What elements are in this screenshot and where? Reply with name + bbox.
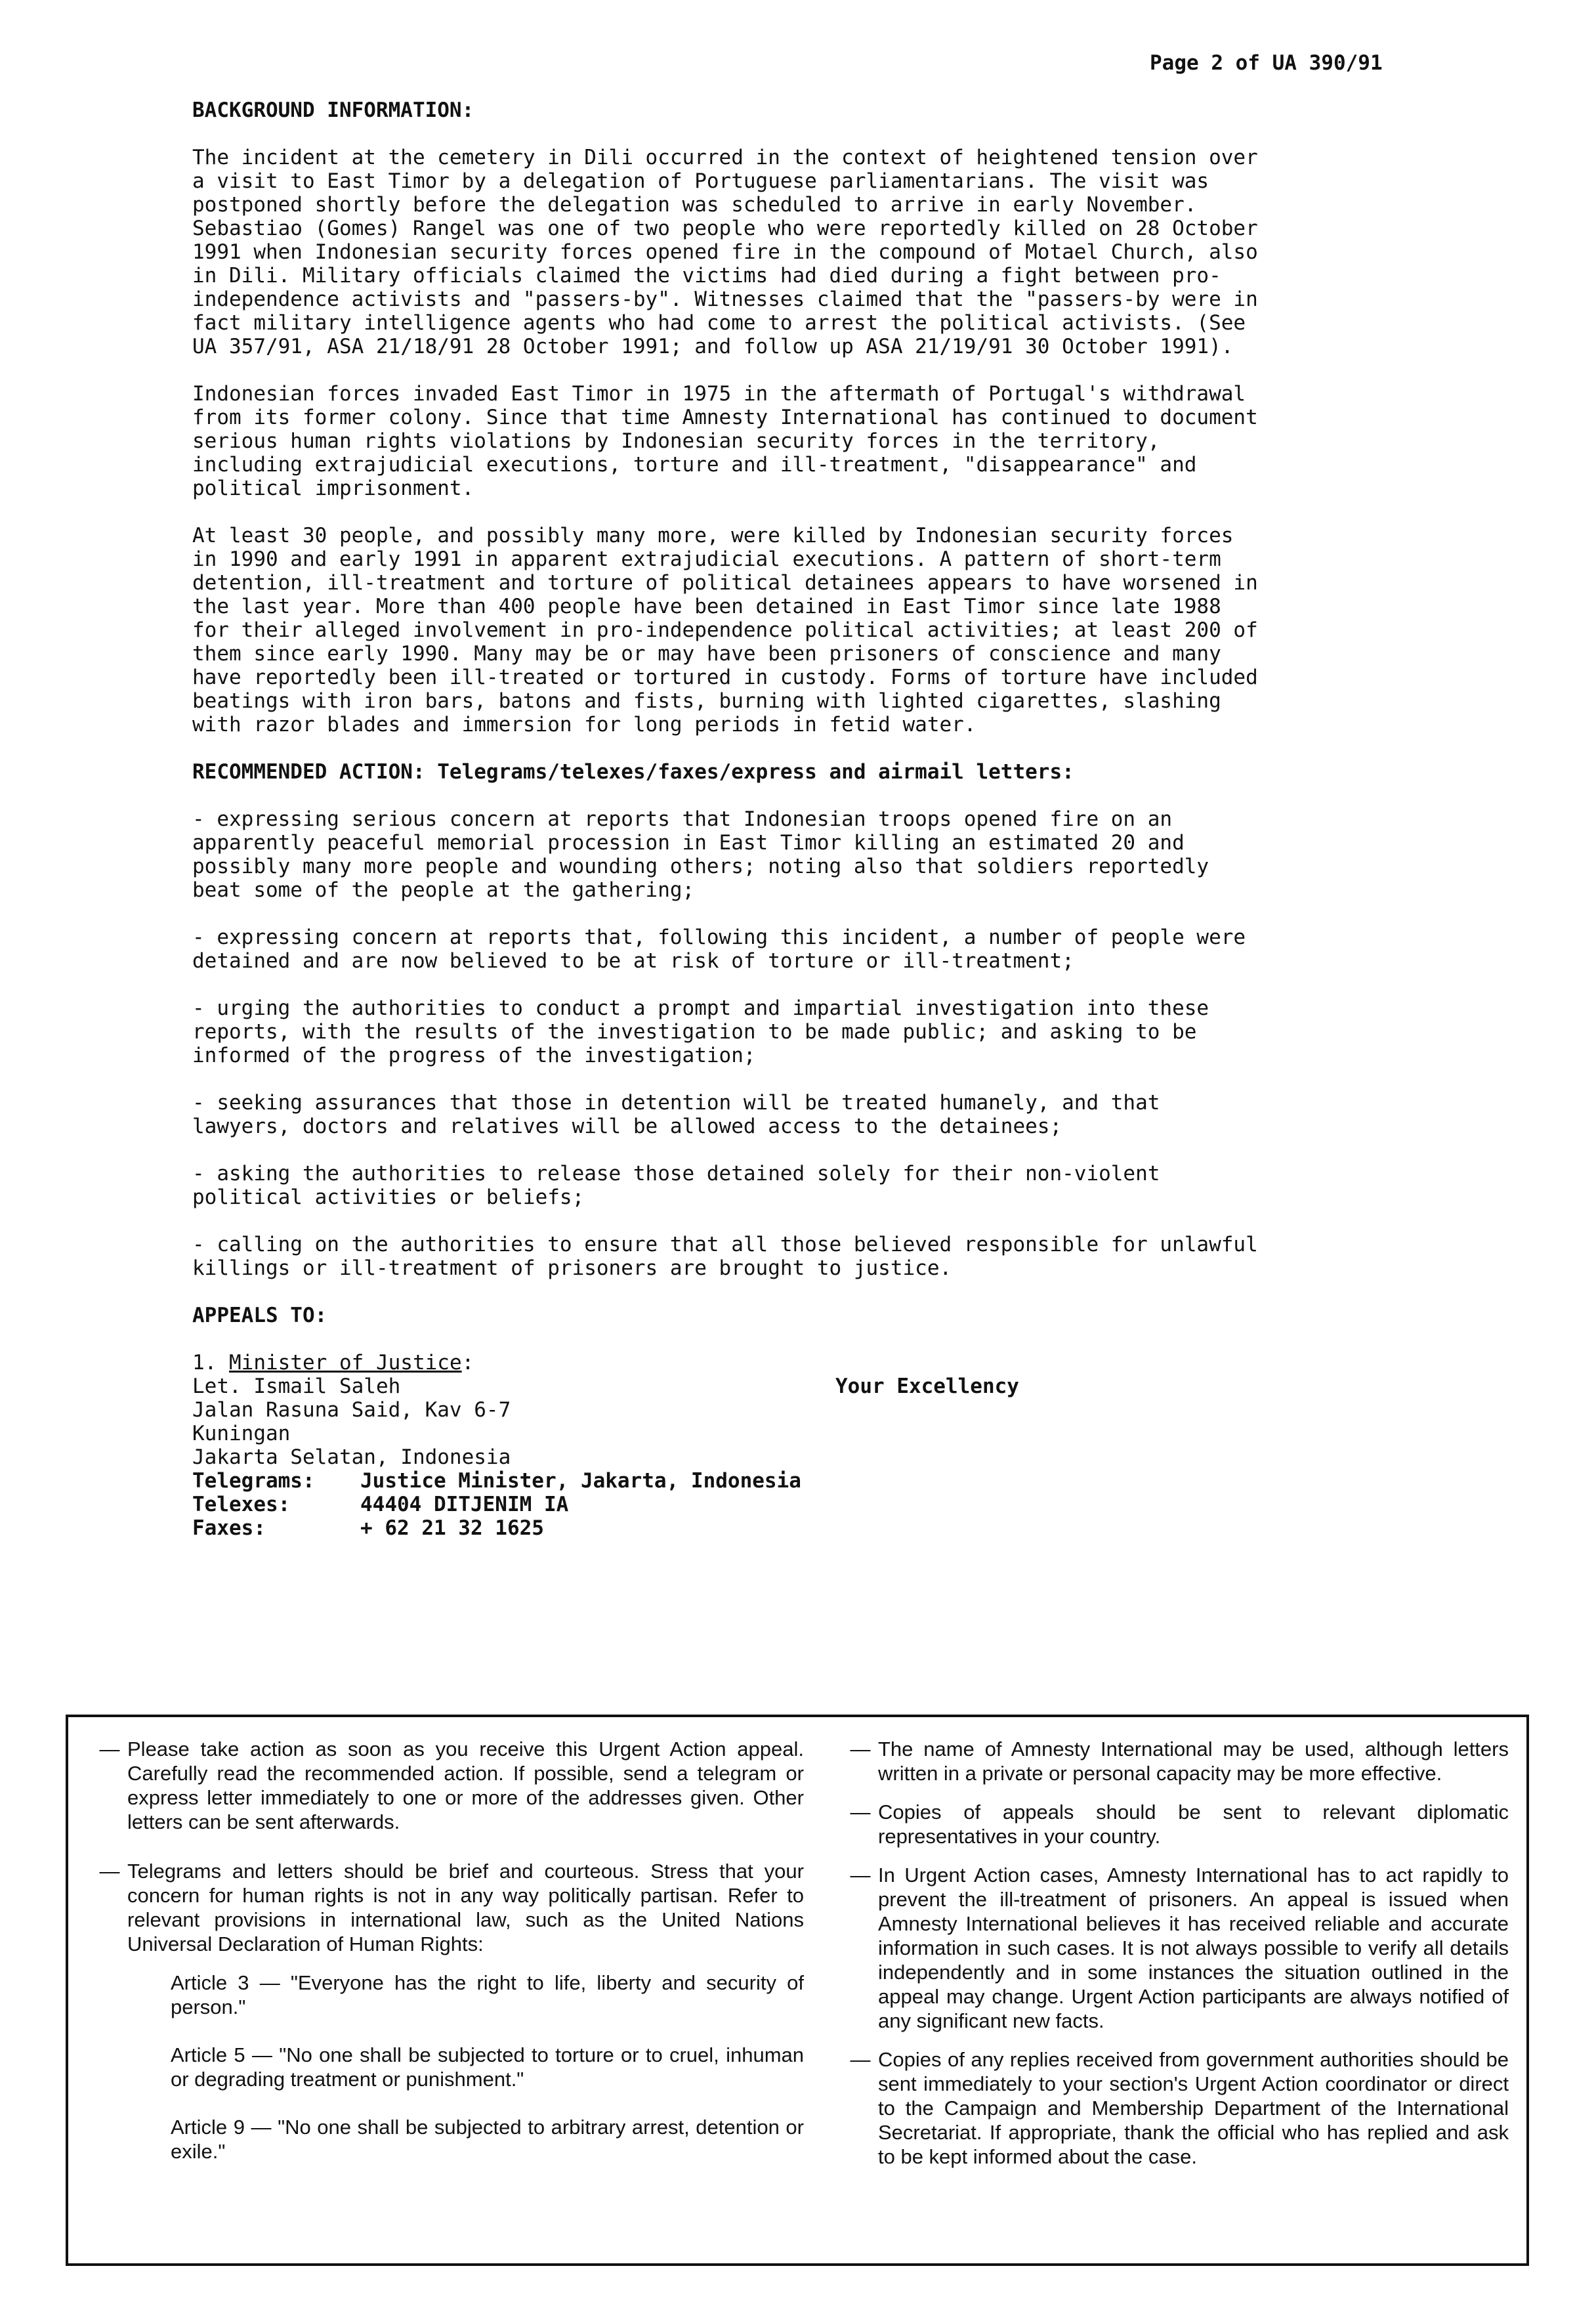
dash-marker: —	[850, 1801, 871, 1824]
recipient-title: Minister of Justice	[229, 1351, 462, 1375]
appeals-heading: APPEALS TO:	[192, 1304, 327, 1327]
text-line: possibly many more people and wounding others; noting also that soldiers reportedly	[192, 855, 1209, 878]
recommended-action-item	[192, 926, 1426, 973]
text-line: 1991 when Indonesian security forces opened fire in the compound of Motael Church, also	[192, 240, 1258, 264]
text-line: including extrajudicial executions, torture and ill-treatment, "disappearance" and	[192, 453, 1197, 477]
background-paragraph	[192, 524, 1426, 736]
address-line: Jakarta Selatan, Indonesia	[192, 1445, 511, 1469]
guideline-item	[843, 2047, 1509, 2169]
page-reference: Page 2 of UA 390/91	[1150, 51, 1383, 75]
guideline-text: Please take action as soon as you receive this Urgent Action appeal. Carefully read the recommended action. If possible, send a telegram or express letter immediately to one or more of the addresses given. Other letters can be sent afterwards.	[127, 1738, 804, 1833]
appeal-address-block	[192, 1351, 1426, 1540]
text-line: At least 30 people, and possibly many more, were killed by Indonesian security forces	[192, 524, 1234, 547]
text-line: UA 357/91, ASA 21/18/91 28 October 1991; and follow up ASA 21/19/91 30 October 1991).	[192, 335, 1234, 358]
contact-label: Faxes:	[192, 1516, 266, 1540]
guidelines-right-column	[843, 1737, 1509, 2183]
dash-marker: —	[850, 2048, 871, 2071]
contact-value: + 62 21 32 1625	[360, 1516, 544, 1540]
recommended-action-item	[192, 807, 1426, 902]
text-line: from its former colony. Since that time Amnesty International has continued to document	[192, 406, 1258, 429]
recipient-title-line	[192, 1351, 1426, 1375]
urgent-action-guidelines-box	[66, 1715, 1529, 2266]
guideline-item	[843, 1863, 1509, 2033]
dash-marker: —	[99, 1738, 120, 1760]
text-line: reports, with the results of the investigation to be made public; and asking to be	[192, 1020, 1197, 1044]
guideline-text: The name of Amnesty International may be used, although letters written in a private or personal capacity may be more effective.	[878, 1738, 1509, 1785]
salutation: Your Excellency	[835, 1375, 1019, 1398]
recommended-action-item	[192, 1091, 1426, 1138]
background-paragraph	[192, 382, 1426, 500]
dash-marker: —	[850, 1864, 871, 1887]
text-line: Indonesian forces invaded East Timor in 1975 in the aftermath of Portugal's withdrawal	[192, 382, 1246, 406]
text-line: political imprisonment.	[192, 477, 474, 500]
text-line: with razor blades and immersion for long periods in fetid water.	[192, 713, 976, 736]
text-line: - expressing serious concern at reports that Indonesian troops opened fire on an	[192, 807, 1173, 831]
contact-row	[192, 1469, 1426, 1493]
document-body	[192, 98, 1426, 1540]
recipient-address	[192, 1375, 1426, 1469]
text-line: beatings with iron bars, batons and fists, burning with lighted cigarettes, slashing	[192, 689, 1221, 713]
text-line: apparently peaceful memorial procession in East Timor killing an estimated 20 and	[192, 831, 1185, 855]
guideline-item	[92, 1737, 804, 1834]
guidelines-left-column	[92, 1737, 804, 2187]
text-line: informed of the progress of the investigation;	[192, 1044, 756, 1067]
text-line: independence activists and "passers-by". Witnesses claimed that the "passers-by were in	[192, 288, 1258, 311]
recommended-action-item	[192, 1162, 1426, 1209]
text-line: Sebastiao (Gomes) Rangel was one of two people who were reportedly killed on 28 October	[192, 217, 1258, 240]
background-paragraph	[192, 146, 1426, 358]
address-line: Let. Ismail Saleh	[192, 1375, 401, 1398]
text-line: serious human rights violations by Indonesian security forces in the territory,	[192, 429, 1160, 453]
text-line: killings or ill-treatment of prisoners are brought to justice.	[192, 1256, 952, 1280]
guideline-item	[92, 1859, 804, 1956]
text-line: for their alleged involvement in pro-independence political activities; at least 200 of	[192, 618, 1258, 642]
text-line: beat some of the people at the gathering;	[192, 878, 695, 902]
guideline-text: In Urgent Action cases, Amnesty International has to act rapidly to prevent the ill-treatment of prisoners. An appeal is issued when Amnesty International believes it has received reliable and accurate information in such cases. It is not always possible to verify all details independently and in some instances the situation outlined in the appeal may change. Urgent Action participants are always notified of any significant new facts.	[878, 1864, 1509, 2032]
text-line: - expressing concern at reports that, following this incident, a number of people were	[192, 926, 1246, 949]
text-line: detained and are now believed to be at risk of torture or ill-treatment;	[192, 949, 1074, 973]
udhr-article: Article 9 — "No one shall be subjected to arbitrary arrest, detention or exile."	[171, 2116, 804, 2163]
background-heading: BACKGROUND INFORMATION:	[192, 98, 474, 122]
text-line: lawyers, doctors and relatives will be allowed access to the detainees;	[192, 1115, 1062, 1138]
address-line: Jalan Rasuna Said, Kav 6-7	[192, 1398, 511, 1422]
text-line: - urging the authorities to conduct a prompt and impartial investigation into these	[192, 996, 1209, 1020]
recommended-action-item	[192, 996, 1426, 1067]
guideline-item	[843, 1800, 1509, 1848]
guideline-item	[843, 1737, 1509, 1785]
contact-value: 44404 DITJENIM IA	[360, 1493, 569, 1516]
text-line: in Dili. Military officials claimed the victims had died during a fight between pro-	[192, 264, 1221, 288]
text-line: a visit to East Timor by a delegation of Portuguese parliamentarians. The visit was	[192, 169, 1209, 193]
recommended-action-heading: RECOMMENDED ACTION: Telegrams/telexes/faxes/express and airmail letters:	[192, 760, 1074, 784]
text-line: detention, ill-treatment and torture of political detainees appears to have worsened in	[192, 571, 1258, 595]
text-line: postponed shortly before the delegation was scheduled to arrive in early November.	[192, 193, 1197, 217]
recipient-title-colon: :	[461, 1351, 474, 1375]
contact-label: Telegrams:	[192, 1469, 315, 1493]
text-line: them since early 1990. Many may be or may have been prisoners of conscience and many	[192, 642, 1221, 666]
udhr-article: Article 5 — "No one shall be subjected to torture or to cruel, inhuman or degrading treatment or punishment."	[171, 2043, 804, 2091]
contact-row	[192, 1516, 1426, 1540]
text-line: political activities or beliefs;	[192, 1185, 585, 1209]
background-section	[192, 146, 1426, 736]
dash-marker: —	[99, 1860, 120, 1883]
guideline-text: Copies of appeals should be sent to relevant diplomatic representatives in your country.	[878, 1801, 1509, 1848]
text-line: in 1990 and early 1991 in apparent extrajudicial executions. A pattern of short-term	[192, 547, 1221, 571]
udhr-article: Article 3 — "Everyone has the right to life, liberty and security of person."	[171, 1971, 804, 2018]
recommended-action-item	[192, 1233, 1426, 1280]
address-line: Kuningan	[192, 1422, 291, 1445]
text-line: have reportedly been ill-treated or tortured in custody. Forms of torture have included	[192, 666, 1258, 689]
text-line: The incident at the cemetery in Dili occurred in the context of heightened tension over	[192, 146, 1258, 169]
dash-marker: —	[850, 1738, 871, 1760]
contact-label: Telexes:	[192, 1493, 291, 1516]
guideline-text: Copies of any replies received from government authorities should be sent immediately to your section's Urgent Action coordinator or direct to the Campaign and Membership Department of the International Secretariat. If appropriate, thank the official who has replied and ask to be kept informed about the case.	[878, 2048, 1509, 2168]
recipient-contacts	[192, 1469, 1426, 1540]
text-line: - calling on the authorities to ensure that all those believed responsible for unlawful	[192, 1233, 1258, 1256]
text-line: - asking the authorities to release those detained solely for their non-violent	[192, 1162, 1160, 1185]
contact-row	[192, 1493, 1426, 1516]
text-line: the last year. More than 400 people have been detained in East Timor since late 1988	[192, 595, 1221, 618]
recommended-action-list	[192, 807, 1426, 1280]
text-line: - seeking assurances that those in detention will be treated humanely, and that	[192, 1091, 1160, 1115]
text-line: fact military intelligence agents who had come to arrest the political activists. (See	[192, 311, 1246, 335]
guideline-text: Telegrams and letters should be brief and courteous. Stress that your concern for human rights is not in any way politically partisan. Refer to relevant provisions in international law, such as the United Nations Universal Declaration of Human Rights:	[127, 1860, 804, 1955]
contact-value: Justice Minister, Jakarta, Indonesia	[360, 1469, 801, 1493]
recipient-number: 1.	[192, 1351, 229, 1375]
